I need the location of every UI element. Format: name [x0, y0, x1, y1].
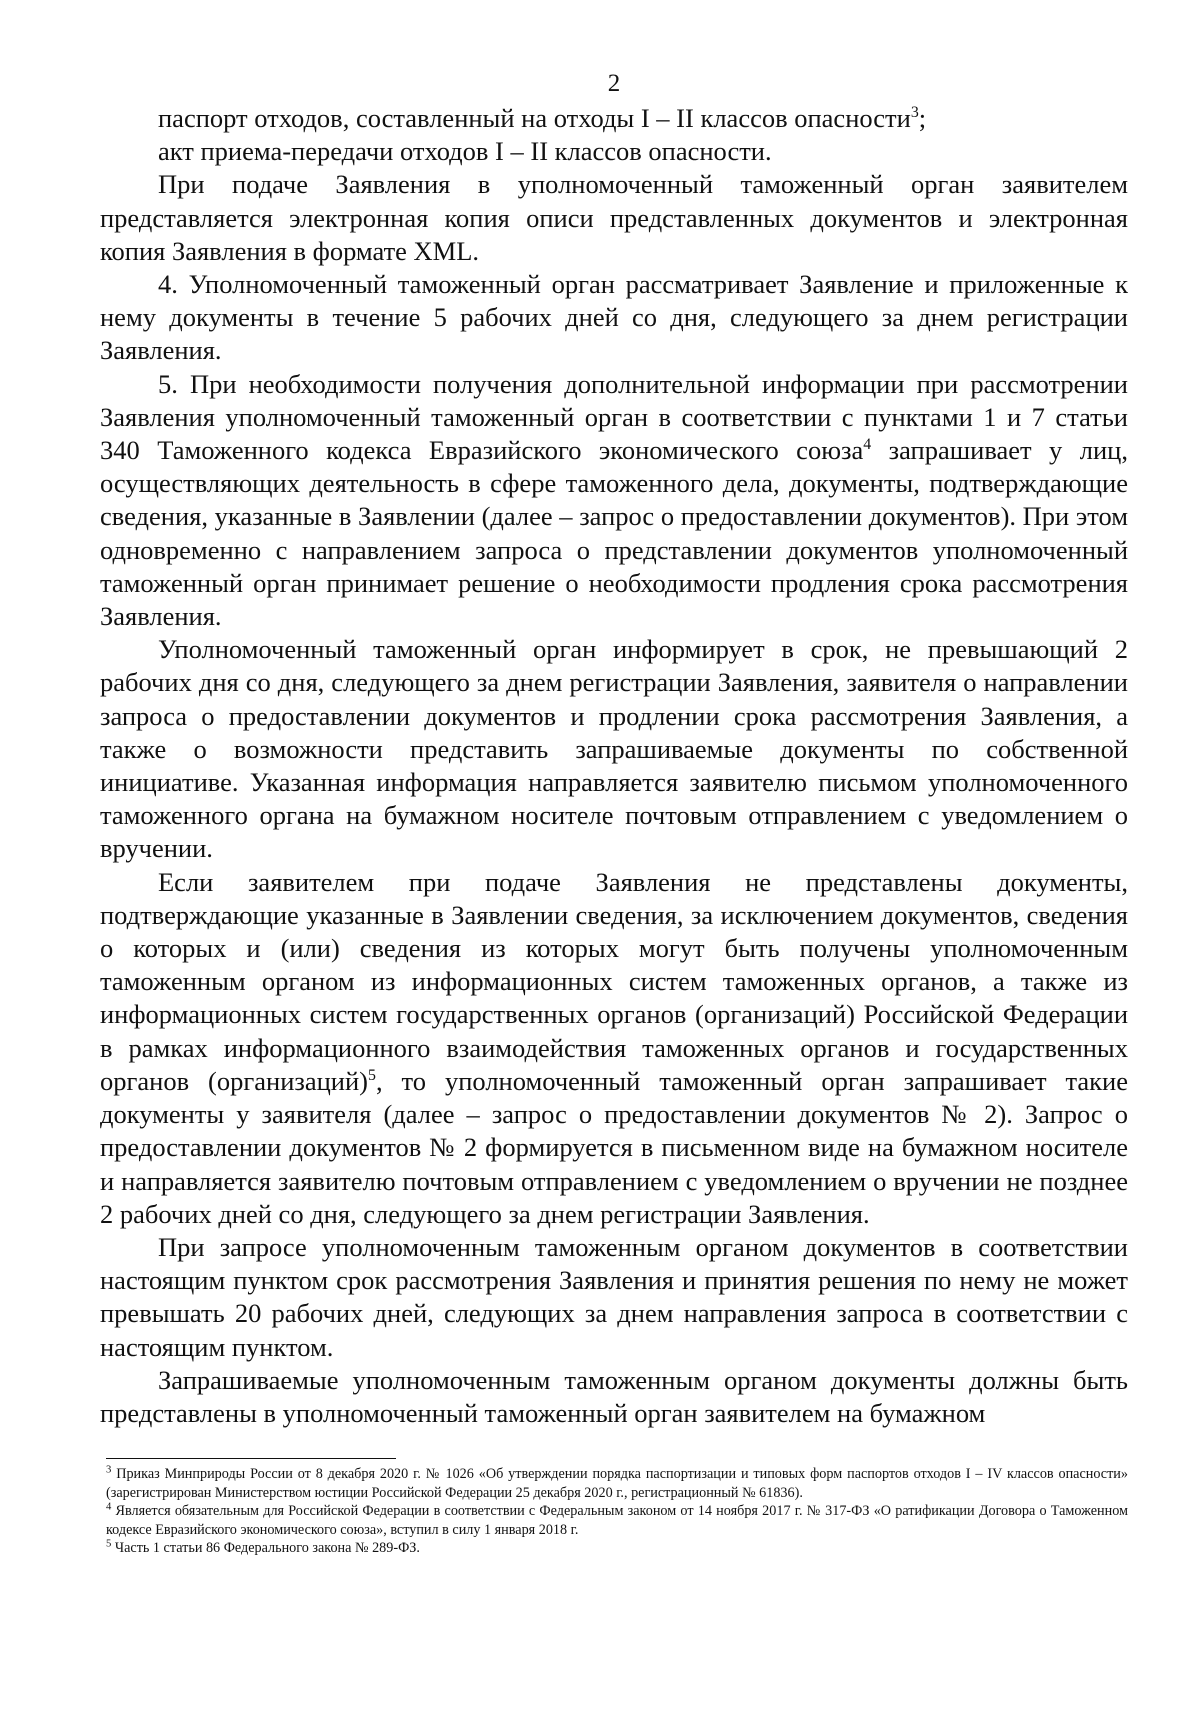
paragraph-requested-docs: Запрашиваемые уполномоченным таможенным органом документы должны быть представлены в уполномоченный таможенный орган заявителем на бумажном — [100, 1364, 1128, 1428]
page-number: 2 — [607, 70, 621, 97]
footnote-5: $^5$ Часть 1 статьи 86 Федерального закона № 289-ФЗ. — [106, 1538, 420, 1557]
footnote-mark: 5 — [106, 1538, 112, 1550]
paragraph-informs: Уполномоченный таможенный орган информирует в срок, не превышающий 2 рабочих дня со дня, следующего за днем регистрации Заявления, заявителя о направлении запроса о предоставлении документов и продлении срока рассмотрения Заявления, а также о возможности представить запрашиваемые документы по собственной инициативе. Указанная информация направляется заявителю письмом уполномоченного таможенного органа на бумажном носителе почтовым отправлением с уведомлением о вручении. — [100, 634, 1128, 864]
footnote-mark: 3 — [106, 1464, 112, 1476]
footnote-3: $^3$ Приказ Минприроды России от 8 декабря 2020 г. № 1026 «Об утверждении порядка паспортизации и типовых форм паспортов отходов I – IV классов опасности» (зарегистрирован Министерством юстиции Российской Федерации 25 декабря 2020 г., регистрационный № 61836). — [106, 1464, 1128, 1501]
paragraph-waste-passport: паспорт отходов, составленный на отходы I – II классов опасности$^3$; — [158, 103, 927, 133]
footnote-4: $^4$ Является обязательным для Российской Федерации в соответствии с Федеральным законом от 14 ноября 2017 г. № 317-ФЗ «О ратификации Договора о Таможенном кодексе Евразийского экономического союза», вступил в силу 1 января 2018 г. — [106, 1501, 1128, 1538]
paragraph-request-term: При запросе уполномоченным таможенным органом документов в соответствии настоящим пунктом срок рассмотрения Заявления и принятия решения по нему не может превышать 20 рабочих дней, следующих за днем направления запроса в соответствии с настоящим пунктом. — [100, 1231, 1128, 1362]
paragraph-item-4: 4. Уполномоченный таможенный орган рассматривает Заявление и приложенные к нему документы в течение 5 рабочих дней со дня, следующего за днем регистрации Заявления. — [100, 269, 1128, 366]
paragraph-if-not-provided: Если заявителем при подаче Заявления не представлены документы, подтверждающие указанные в Заявлении сведения, за исключением документов, сведения о которых и (или) сведения из которых могут быть получены уполномоченным таможенным органом из информационных систем таможенных органов, а также из информационных систем государственных органов (организаций) Российской Федерации в рамках информационного взаимодействия таможенных органов и государственных органов (организаций)$^5$, то уполномоченный таможенный орган запрашивает такие документы у заявителя (далее – запрос о предоставлении документов № 2). Запрос о предоставлении документов № 2 формируется в письменном виде на бумажном носителе и направляется заявителю почтовым отправлением с уведомлением о вручении не позднее 2 рабочих дней со дня, следующего за днем регистрации Заявления. — [100, 866, 1129, 1229]
body-text — [100, 102, 1128, 1430]
footnote-separator — [106, 1458, 396, 1459]
paragraph-electronic-copy: При подаче Заявления в уполномоченный таможенный орган заявителем представляется электронная копия описи представленных документов и электронная копия Заявления в формате XML. — [100, 169, 1128, 266]
footnote-ref-4: 4 — [863, 436, 872, 454]
paragraph-item-5: 5. При необходимости получения дополнительной информации при рассмотрении Заявления уполномоченный таможенный орган в соответствии с пунктами 1 и 7 статьи 340 Таможенного кодекса Евразийского экономического союза$^4$ запрашивает у лиц, осуществляющих деятельность в сфере таможенного дела, документы, подтверждающие сведения, указанные в Заявлении (далее – запрос о предоставлении документов). При этом одновременно с направлением запроса о представлении документов уполномоченный таможенный орган принимает решение о необходимости продления срока рассмотрения Заявления. — [100, 368, 1128, 632]
footnote-mark: 4 — [106, 1501, 112, 1513]
footnote-ref-3: 3 — [910, 104, 919, 122]
footnotes — [100, 1465, 1128, 1558]
paragraph-transfer-act: акт приема-передачи отходов I – II классов опасности. — [158, 136, 772, 167]
footnote-ref-5: 5 — [367, 1067, 376, 1085]
